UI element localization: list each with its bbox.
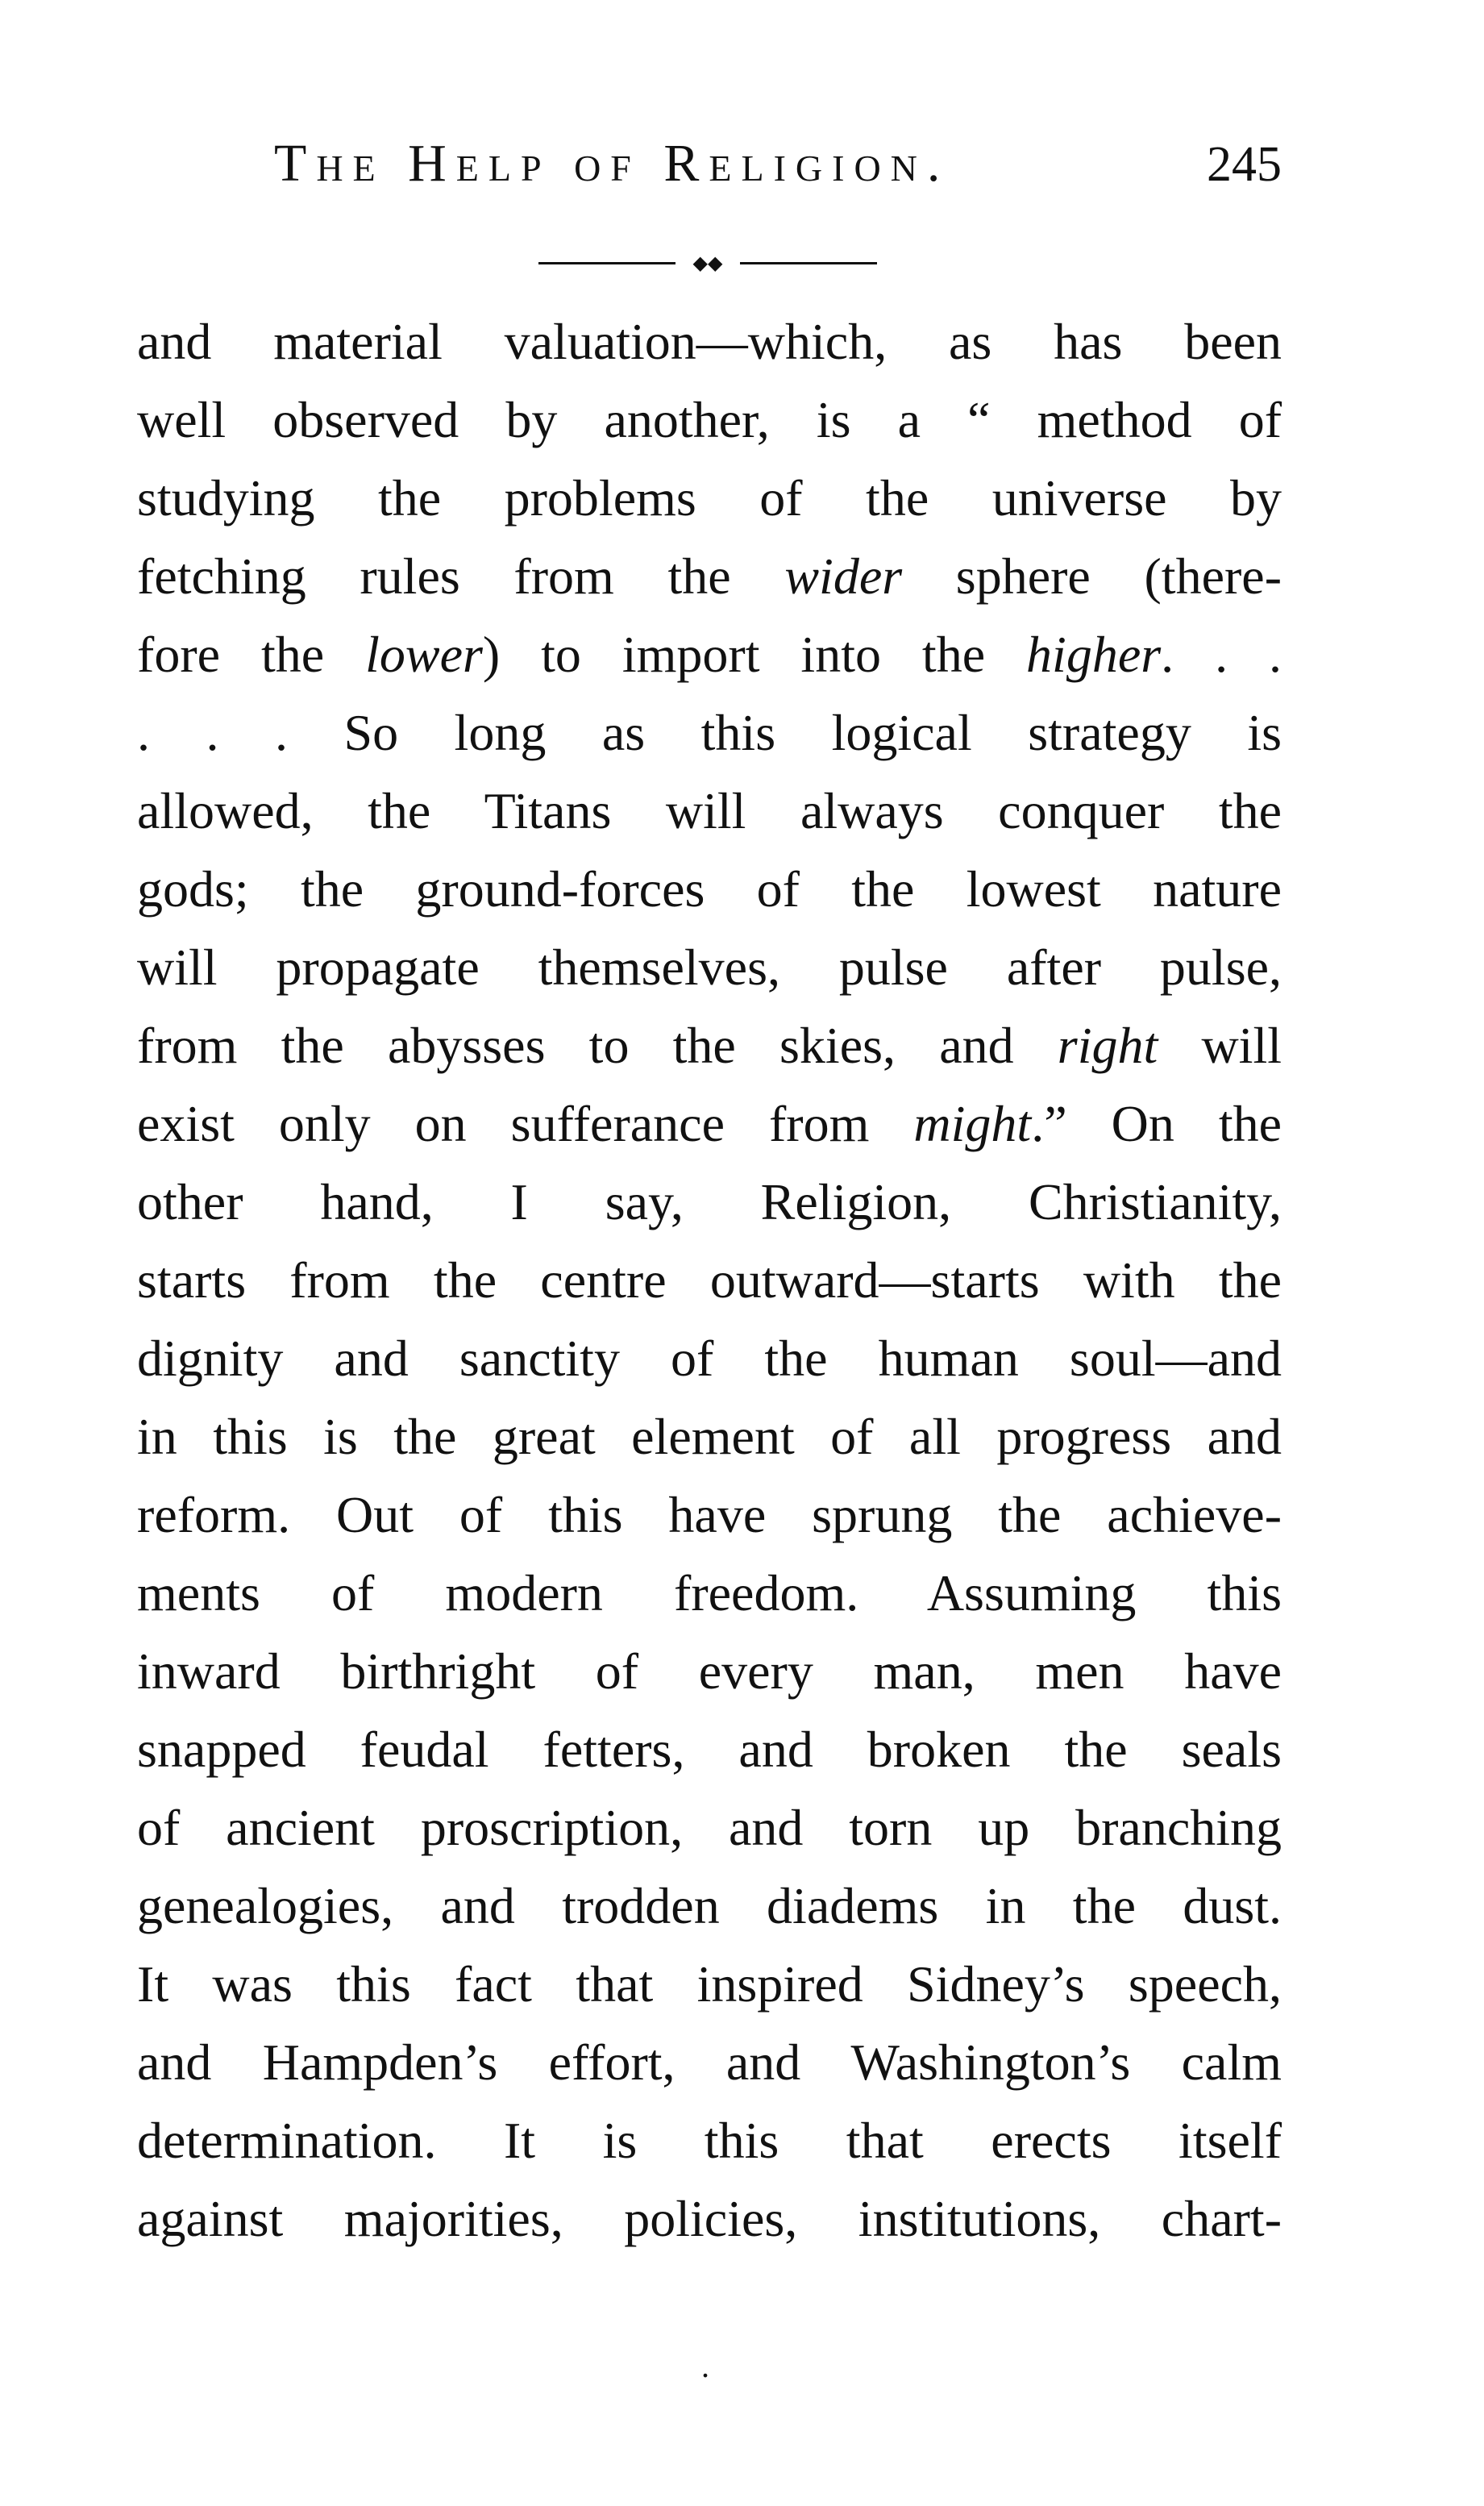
text-run: determination. It is this that erects itself: [137, 2112, 1282, 2169]
text-run: fore the: [137, 626, 366, 683]
text-run: of ancient proscription, and torn up branching: [137, 1799, 1282, 1856]
text-line: [137, 1084, 1282, 1163]
text-line: [137, 1241, 1282, 1319]
header-ornament: [538, 253, 877, 273]
italic-run: lower: [365, 626, 483, 683]
text-run: against majorities, policies, institutions, chart-: [137, 2190, 1282, 2247]
text-line: [137, 2023, 1282, 2101]
ornament-mark: ◆◆: [675, 253, 740, 273]
running-title: The Help of Religion.: [274, 134, 950, 193]
text-run: ments of modern freedom. Assuming this: [137, 1564, 1282, 1621]
text-line: [137, 1554, 1282, 1632]
text-line: [137, 459, 1282, 537]
page-number: 245: [1207, 137, 1282, 192]
text-run: It was this fact that inspired Sidney’s speech,: [137, 1955, 1282, 2013]
text-line: [137, 1163, 1282, 1241]
text-run: from the abysses to the skies, and: [137, 1017, 1058, 1074]
text-run: inward birthright of every man, men have: [137, 1642, 1282, 1700]
text-line: [137, 1476, 1282, 1554]
text-run: reform. Out of this have sprung the achieve-: [137, 1486, 1282, 1543]
text-run: will propagate themselves, pulse after pulse,: [137, 939, 1282, 996]
text-run: allowed, the Titans will always conquer the: [137, 782, 1282, 839]
text-line: [137, 1867, 1282, 1945]
italic-run: wider: [784, 547, 903, 605]
italic-run: higher: [1026, 626, 1162, 683]
text-run: . . . So long as this logical strategy is: [137, 704, 1282, 761]
text-line: [137, 537, 1282, 615]
text-run: dignity and sanctity of the human soul—and: [137, 1330, 1282, 1387]
italic-run: right: [1057, 1017, 1158, 1074]
text-line: [137, 381, 1282, 459]
text-line: [137, 2179, 1282, 2258]
italic-run: might: [913, 1095, 1032, 1152]
text-line: [137, 2101, 1282, 2179]
text-run: genealogies, and trodden diadems in the dust.: [137, 1877, 1282, 1934]
text-line: [137, 615, 1282, 693]
text-line: [137, 302, 1282, 381]
text-run: will: [1158, 1017, 1282, 1074]
text-run: other hand, I say, Religion, Christianity,: [137, 1173, 1282, 1230]
text-run: sphere (there-: [902, 547, 1282, 605]
text-line: [137, 850, 1282, 928]
text-line: [137, 1632, 1282, 1710]
text-line: [137, 693, 1282, 772]
footer-mark: .: [701, 2348, 709, 2384]
text-run: . . .: [1161, 626, 1282, 683]
body-text: [137, 302, 1282, 2258]
text-run: and material valuation—which, as has been: [137, 313, 1282, 370]
text-line: [137, 928, 1282, 1006]
text-run: gods; the ground-forces of the lowest nature: [137, 860, 1282, 918]
text-line: [137, 1788, 1282, 1867]
text-line: [137, 1006, 1282, 1084]
text-run: fetching rules from the: [137, 547, 785, 605]
text-line: [137, 1710, 1282, 1788]
text-run: ) to import into the: [482, 626, 1027, 683]
text-line: [137, 1945, 1282, 2023]
text-run: studying the problems of the universe by: [137, 469, 1282, 527]
text-run: and Hampden’s effort, and Washington’s calm: [137, 2034, 1282, 2091]
text-run: starts from the centre outward—starts with the: [137, 1251, 1282, 1309]
text-run: snapped feudal fetters, and broken the seals: [137, 1721, 1282, 1778]
text-line: [137, 1397, 1282, 1476]
text-run: .” On the: [1031, 1095, 1282, 1152]
text-run: exist only on sufferance from: [137, 1095, 914, 1152]
text-run: well observed by another, is a “ method of: [137, 391, 1282, 448]
text-line: [137, 1319, 1282, 1397]
running-head: [137, 133, 1282, 206]
text-run: in this is the great element of all progress and: [137, 1408, 1282, 1465]
text-line: [137, 772, 1282, 850]
